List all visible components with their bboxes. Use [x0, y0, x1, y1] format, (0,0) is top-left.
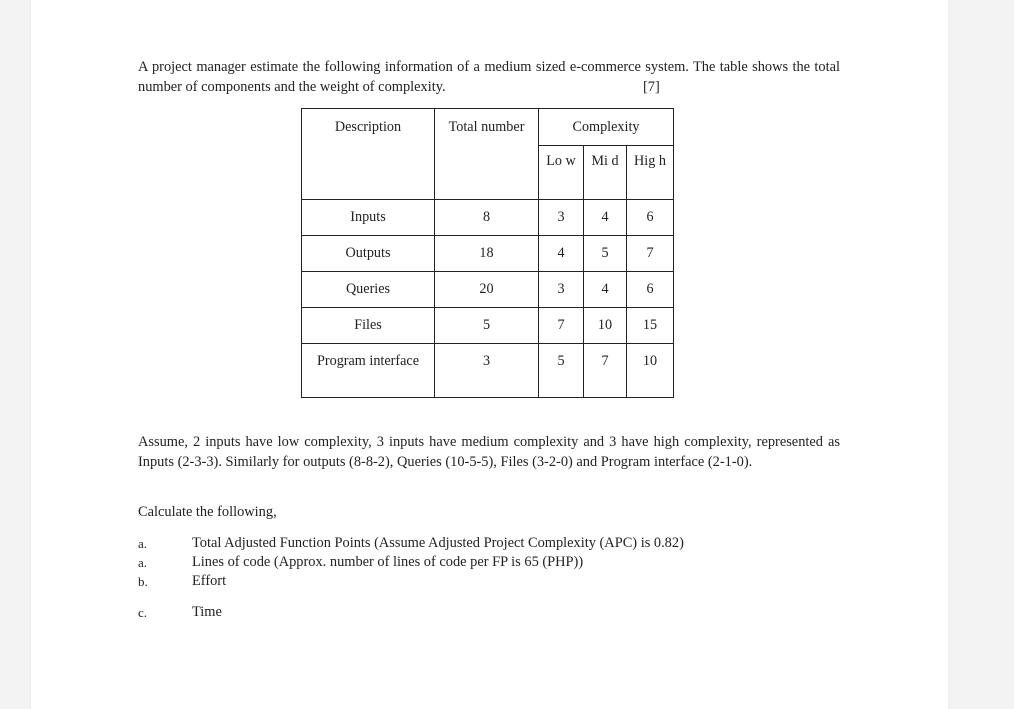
row-low: 3 — [539, 200, 584, 236]
row-description: Queries — [302, 272, 435, 308]
question-marks: [7] — [643, 79, 660, 95]
question-intro: A project manager estimate the following information of a medium sized e-commerce system. The table shows the total number of components and the weight of complexity. — [138, 59, 840, 95]
assumption-paragraph: Assume, 2 inputs have low complexity, 3 inputs have medium complexity and 3 have high complexity, represented as Inputs (2-3-3). Similarly for outputs (8-8-2), Queries (10-5-5), Files (3-2-0) and Program interface (2-1-0). — [138, 434, 840, 470]
row-high: 7 — [627, 236, 674, 272]
table-row — [302, 236, 674, 272]
row-low: 3 — [539, 272, 584, 308]
item-text: Lines of code (Approx. number of lines of code per FP is 65 (PHP)) — [192, 554, 584, 570]
row-low: 5 — [539, 344, 584, 398]
row-description: Inputs — [302, 200, 435, 236]
row-high: 6 — [627, 200, 674, 236]
header-total-number: Total number — [435, 109, 539, 200]
table-row — [302, 344, 674, 398]
item-text: Time — [192, 604, 222, 620]
row-low: 7 — [539, 308, 584, 344]
item-text: Total Adjusted Function Points (Assume Adjusted Project Complexity (APC) is 0.82) — [192, 535, 684, 551]
table-header-row — [302, 109, 674, 146]
header-description: Description — [302, 109, 435, 200]
item-label: c. — [138, 605, 148, 620]
row-mid: 10 — [584, 308, 627, 344]
calculate-heading: Calculate the following, — [138, 504, 277, 520]
table-row — [302, 272, 674, 308]
row-mid: 4 — [584, 200, 627, 236]
item-label: b. — [138, 574, 148, 589]
row-mid: 5 — [584, 236, 627, 272]
row-total: 18 — [435, 236, 539, 272]
row-total: 8 — [435, 200, 539, 236]
row-mid: 4 — [584, 272, 627, 308]
row-description: Outputs — [302, 236, 435, 272]
row-total: 20 — [435, 272, 539, 308]
row-mid: 7 — [584, 344, 627, 398]
header-complexity: Complexity — [539, 109, 674, 146]
header-high: Hig h — [627, 146, 674, 200]
row-description: Program interface — [302, 344, 435, 398]
row-total: 3 — [435, 344, 539, 398]
table-row — [302, 308, 674, 344]
row-low: 4 — [539, 236, 584, 272]
row-high: 15 — [627, 308, 674, 344]
row-high: 10 — [627, 344, 674, 398]
row-total: 5 — [435, 308, 539, 344]
header-mid: Mi d — [584, 146, 627, 200]
item-label: a. — [138, 555, 148, 570]
document-page — [31, 0, 948, 709]
row-description: Files — [302, 308, 435, 344]
complexity-table — [301, 108, 674, 398]
table-row — [302, 200, 674, 236]
item-text: Effort — [192, 573, 227, 589]
item-label: a. — [138, 536, 148, 551]
header-low: Lo w — [539, 146, 584, 200]
row-high: 6 — [627, 272, 674, 308]
